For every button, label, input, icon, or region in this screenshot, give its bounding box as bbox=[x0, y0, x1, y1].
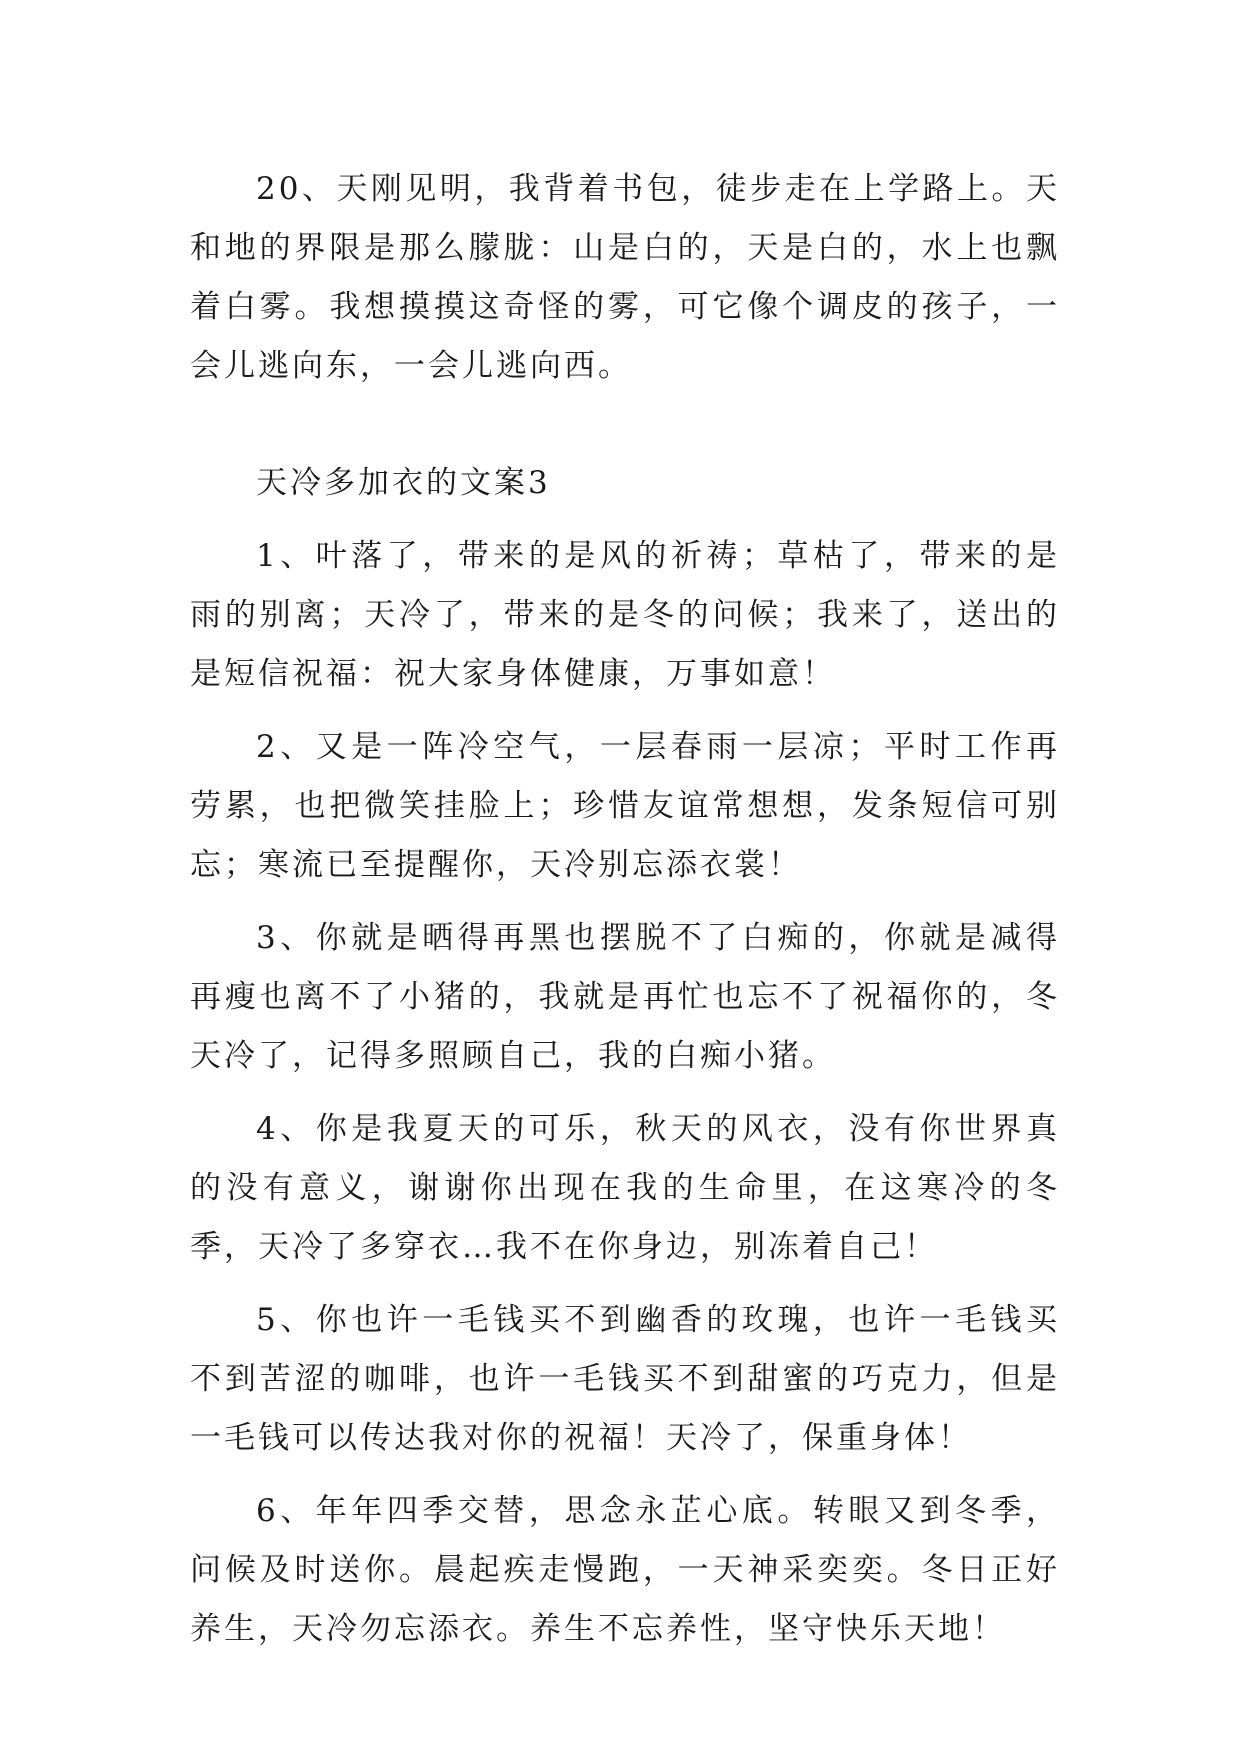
paragraph-2: 2、又是一阵冷空气，一层春雨一层凉；平时工作再劳累，也把微笑挂脸上；珍惜友谊常想想，发条短信可别忘；寒流已至提醒你，天冷别忘添衣裳！ bbox=[190, 729, 1060, 883]
paragraph-3: 3、你就是晒得再黑也摆脱不了白痴的，你就是减得再瘦也离不了小猪的，我就是再忙也忘不了祝福你的，冬天冷了，记得多照顾自己，我的白痴小猪。 bbox=[190, 920, 1060, 1074]
paragraph-4: 4、你是我夏天的可乐，秋天的风衣，没有你世界真的没有意义，谢谢你出现在我的生命里，在这寒冷的冬季，天冷了多穿衣…我不在你身边，别冻着自己！ bbox=[190, 1111, 1060, 1265]
paragraph-5: 5、你也许一毛钱买不到幽香的玫瑰，也许一毛钱买不到苦涩的咖啡，也许一毛钱买不到甜蜜的巧克力，但是一毛钱可以传达我对你的祝福！天冷了，保重身体！ bbox=[190, 1302, 1060, 1456]
document-page bbox=[190, 160, 1060, 1659]
paragraph-1: 1、叶落了，带来的是风的祈祷；草枯了，带来的是雨的别离；天冷了，带来的是冬的问候；我来了，送出的是短信祝福：祝大家身体健康，万事如意！ bbox=[190, 538, 1060, 692]
intro-paragraph: 20、天刚见明，我背着书包，徒步走在上学路上。天和地的界限是那么朦胧：山是白的，天是白的，水上也飘着白雾。我想摸摸这奇怪的雾，可它像个调皮的孩子，一会儿逃向东，一会儿逃向西。 bbox=[190, 171, 1060, 384]
paragraph-6: 6、年年四季交替，思念永芷心底。转眼又到冬季，问候及时送你。晨起疾走慢跑，一天神采奕奕。冬日正好养生，天冷勿忘添衣。养生不忘养性，坚守快乐天地！ bbox=[190, 1493, 1060, 1647]
section-title: 天冷多加衣的文案3 bbox=[256, 465, 551, 501]
